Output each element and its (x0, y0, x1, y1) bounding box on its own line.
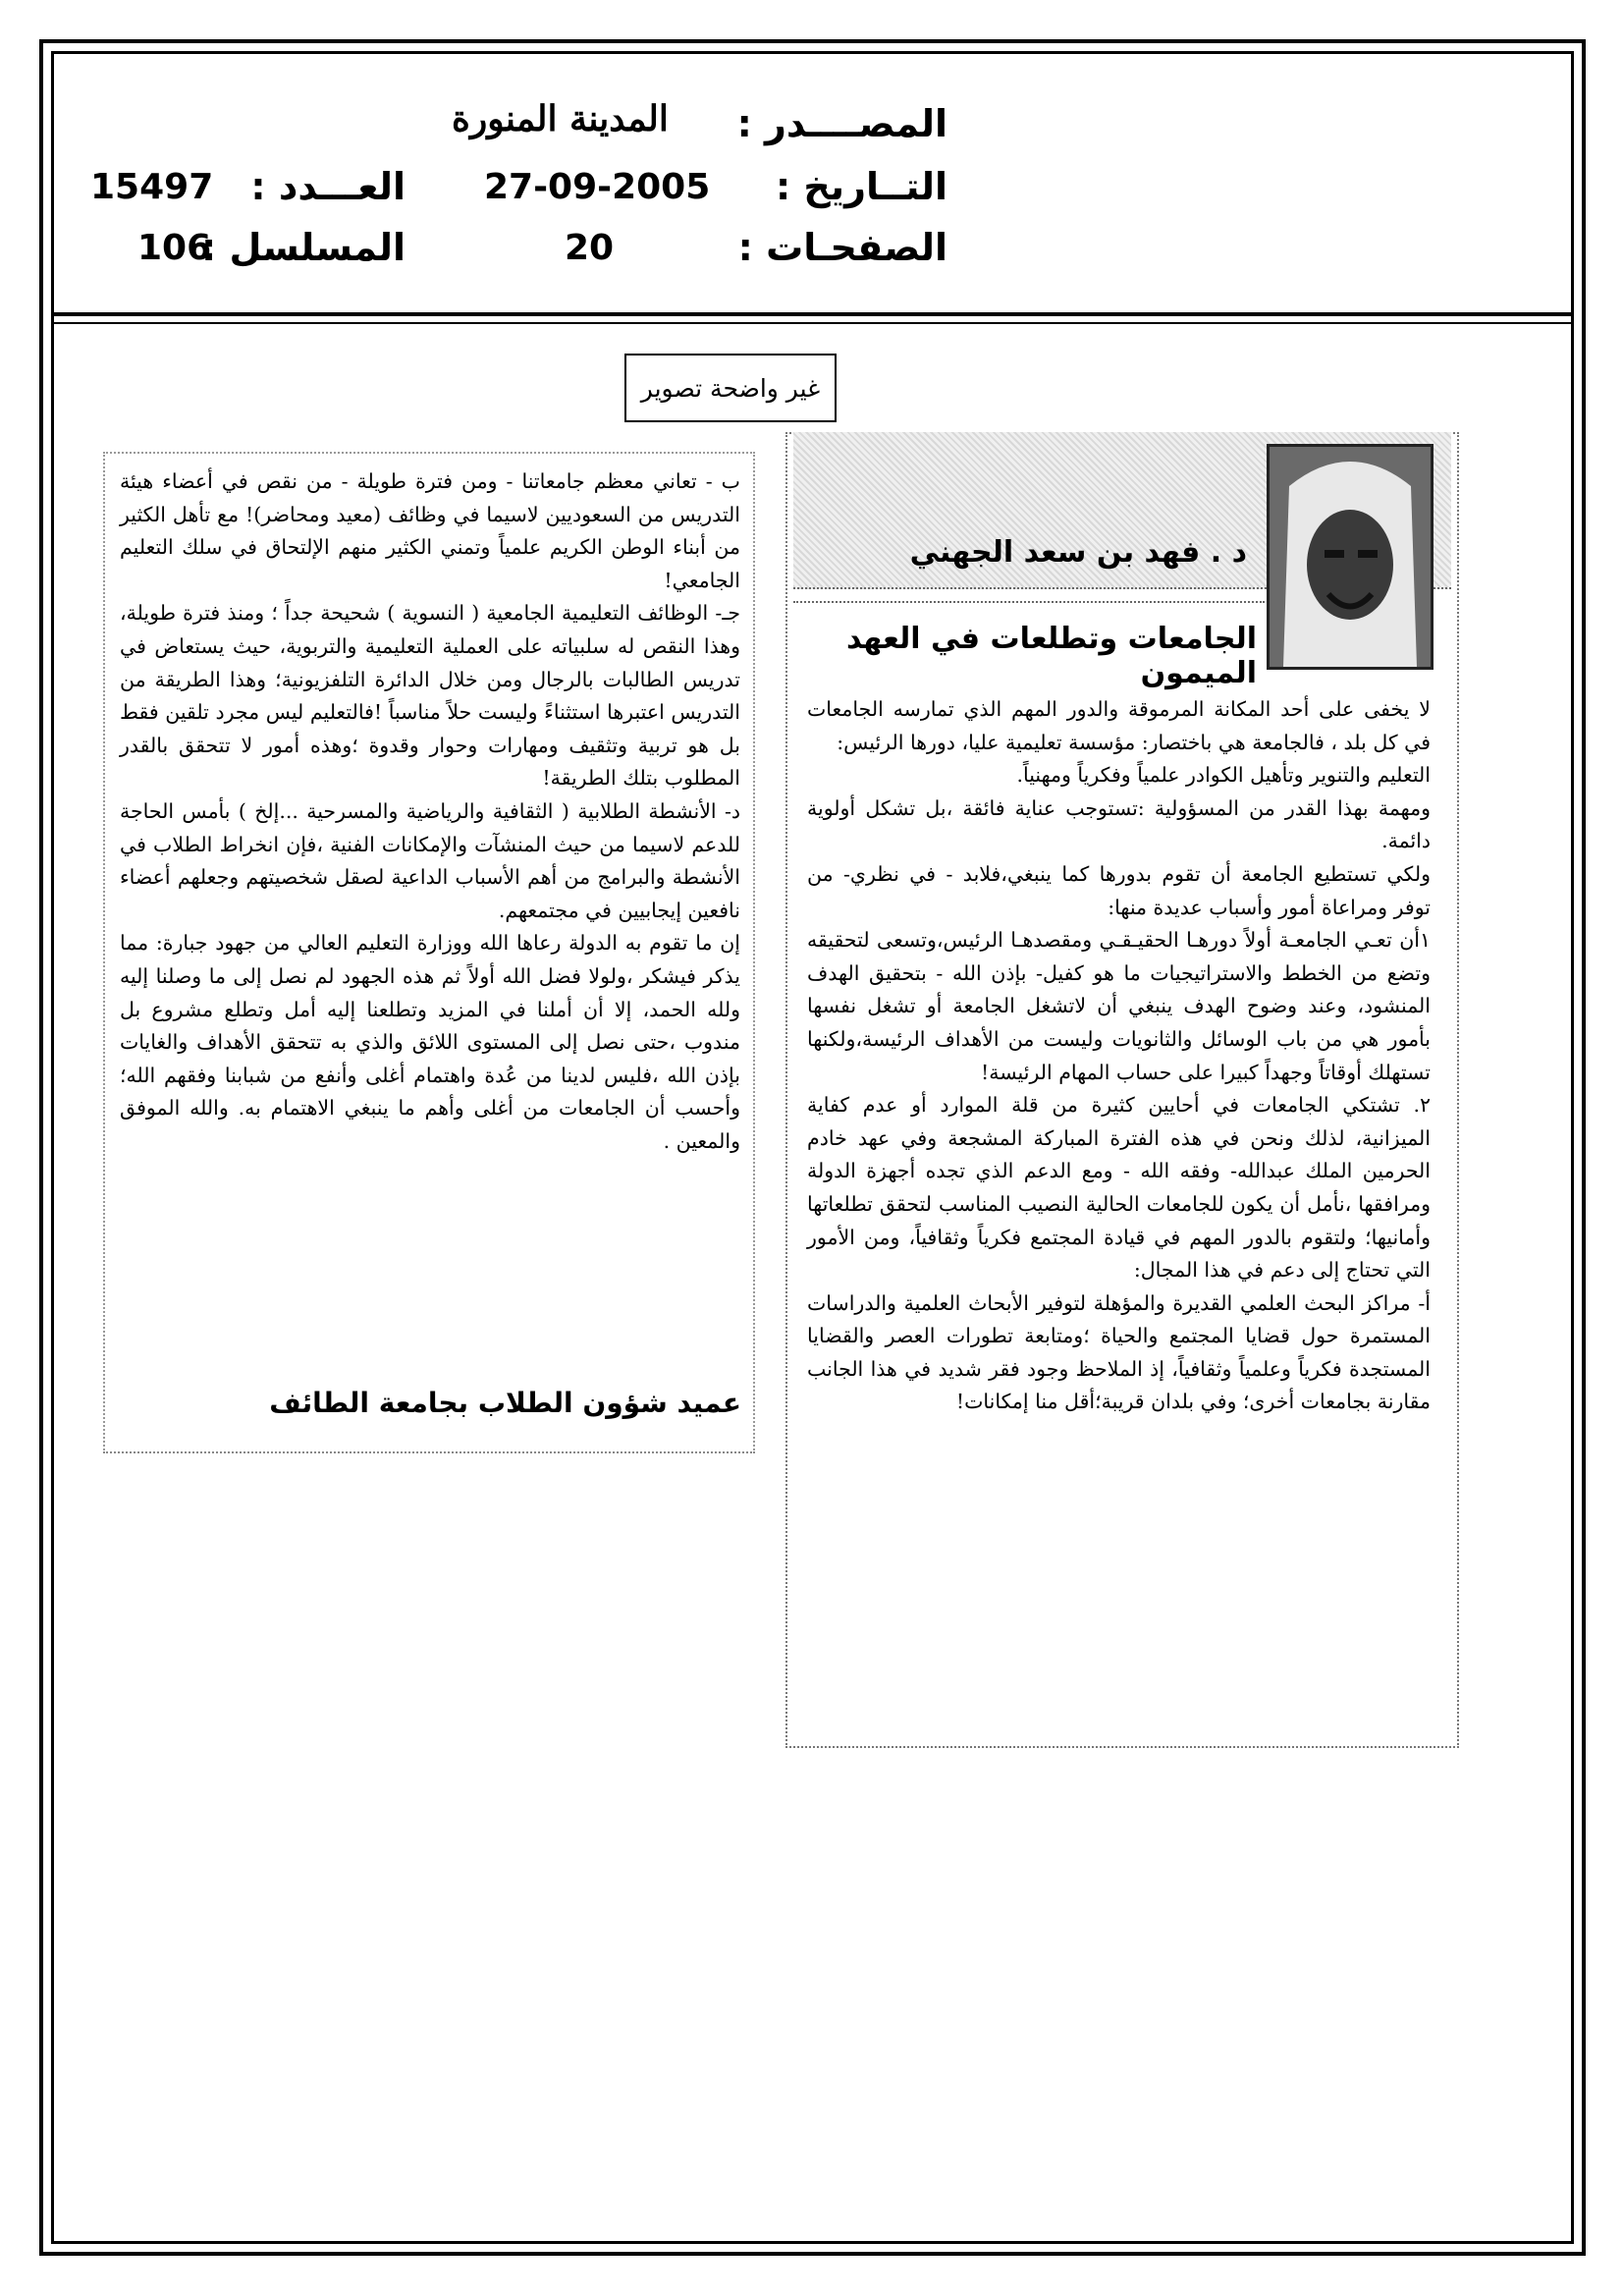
serial-value: 106 (137, 228, 212, 268)
article-left-column (120, 465, 740, 1158)
issue-value: 15497 (90, 167, 214, 207)
source-value: المدينة المنورة (452, 98, 669, 139)
paragraph: جـ- الوظائف التعليمية الجامعية ( النسوية ) شحيحة جداً ؛ ومنذ فترة طويلة، وهذا النقص له سلبياته على العملية التعليمية والتربوية، حيث يستعاض في تدريس الطالبات بالرجال ومن خلال الدائرة التلفزيونية؛ وهذا الطريقة من التدريس اعتبرها استثناءً وليست حلاً مناسباً !فالتعليم ليس مجرد تلقين فقط بل هو تربية وتثقيف ومهارات وحوار وقدوة ؛وهذه أمور لا تتحقق بالقدر المطلوب بتلك الطريقة! (120, 601, 740, 791)
paragraph: ولكي تستطيع الجامعة أن تقوم بدورها كما ينبغي،فلابد - في نظري- من توفر ومراعاة أمور وأسباب عديدة منها: (807, 861, 1431, 919)
serial-label: المسلسل : (201, 226, 406, 269)
paragraph: ٢. تشتكي الجامعات في أحايين كثيرة من قلة الموارد أو عدم كفاية الميزانية، لذلك ونحن في هذه الفترة المباركة المشجعة وفي عهد خادم الحرمين الملك عبدالله- وفقه الله - ومع الدعم الذي تجده أجهزة الدولة ومرافقها ،نأمل أن يكون للجامعات الحالية النصيب المناسب لتحقق تطلعاتها وأمانيها؛ ولتقوم بالدور المهم في قيادة المجتمع فكرياً وثقافياً، ومن الأمور التي تحتاج إلى دعم في هذا المجال: (807, 1093, 1431, 1283)
paragraph: التعليم والتنوير وتأهيل الكوادر علمياً وفكرياً ومهنياً. (1016, 763, 1431, 788)
article-right-column (807, 693, 1431, 1419)
header-separator-thin (51, 322, 1574, 324)
header-separator (51, 312, 1574, 316)
article-title: الجامعات وتطلعات في العهد الميمون (845, 622, 1257, 690)
source-label: المصــــدر : (736, 102, 947, 145)
paragraph: ومهمة بهذا القدر من المسؤولية :تستوجب عناية فائقة ،بل تشكل أولوية دائمة. (807, 795, 1431, 853)
issue-label: العـــدد : (250, 165, 406, 208)
title-rule (793, 601, 1265, 603)
paragraph: إن ما تقوم به الدولة رعاها الله ووزارة التعليم العالي من جهود جبارة: مما يذكر فيشكر ،ولولا فضل الله أولاً ثم هذه الجهود لم نصل إلى ما وصلنا إليه ولله الحمد، إلا أن أملنا في المزيد وتطلعنا إليه أمل وتطلع مشروع بل مندوب ،حتى نصل إلى المستوى اللائق والذي به تتحقق الأهداف والغايات بإذن الله ،فليس لدينا من عُدة واهتمام أغلى وأنفع من شبابنا وفقهم الله؛ وأحسب أن الجامعات من أغلى وأهم ما ينبغي الاهتمام به. والله الموفق والمعين . (120, 931, 740, 1153)
author-signature-title: عميد شؤون الطلاب بجامعة الطائف (269, 1387, 741, 1419)
paragraph: د- الأنشطة الطلابية ( الثقافية والرياضية والمسرحية ...إلخ ) بأمس الحاجة للدعم لاسيما من حيث المنشآت والإمكانات الفنية ،فإن انخراط الطلاب في الأنشطة والبرامج من أهم الأسباب الداعية لصقل شخصيتهم وجعلهم أعضاء نافعين إيجابيين في مجتمعهم. (120, 798, 740, 922)
date-label: التــاريخ : (775, 165, 947, 208)
author-name: د . فهد بن سعد الجهني (909, 535, 1247, 570)
paragraph: أ- مراكز البحث العلمي القديرة والمؤهلة لتوفير الأبحاث العلمية والدراسات المستمرة حول قضايا المجتمع والحياة ؛ومتابعة تطورات العصر والقضايا المستجدة فكرياً وعلمياً وثقافياً، إذ الملاحظ وجود فقر شديد في هذا الجانب مقارنة بجامعات أخرى؛ وفي بلدان قريبة؛أقل منا إمكانات! (807, 1290, 1431, 1414)
date-value: 27-09-2005 (484, 167, 711, 207)
author-photo (1267, 444, 1434, 670)
unclear-copy-notice: غير واضحة تصوير (624, 354, 837, 422)
pages-value: 20 (565, 228, 615, 268)
author-portrait-icon (1270, 447, 1431, 667)
pages-label: الصفحـات : (737, 226, 947, 269)
paragraph: ١أن تعـي الجامعـة أولاً دورهـا الحقيـقـي ومقصدهـا الرئيس،وتسعى لتحقيقه وتضع من الخطط والاستراتيجيات ما هو كفيل- بإذن الله - بتحقيق الهدف المنشود، وعند وضوح الهدف ينبغي أن لاتشغل الجامعة أو تشغل نفسها بأمور هي من باب الوسائل والثانويات وليست من الأهداف الرئيسة،ولكنها تستهلك أوقاتاً وجهداً كبيرا على حساب المهام الرئيسة! (807, 928, 1431, 1084)
paragraph: لا يخفى على أحد المكانة المرموقة والدور المهم الذي تمارسه الجامعات في كل بلد ، فالجامعة هي باختصار: مؤسسة تعليمية عليا، دورها الرئيس: (807, 697, 1431, 754)
left-bottom-rule (103, 1451, 755, 1453)
paragraph: ب - تعاني معظم جامعاتنا - ومن فترة طويلة - من نقص في أعضاء هيئة التدريس من السعوديين لاسيما في وظائف (معيد ومحاضر)! مع تأهل الكثير من أبناء الوطن الكريم علمياً وتمني الكثير منهم الإلتحاق في سلك التعليم الجامعي! (120, 469, 740, 592)
